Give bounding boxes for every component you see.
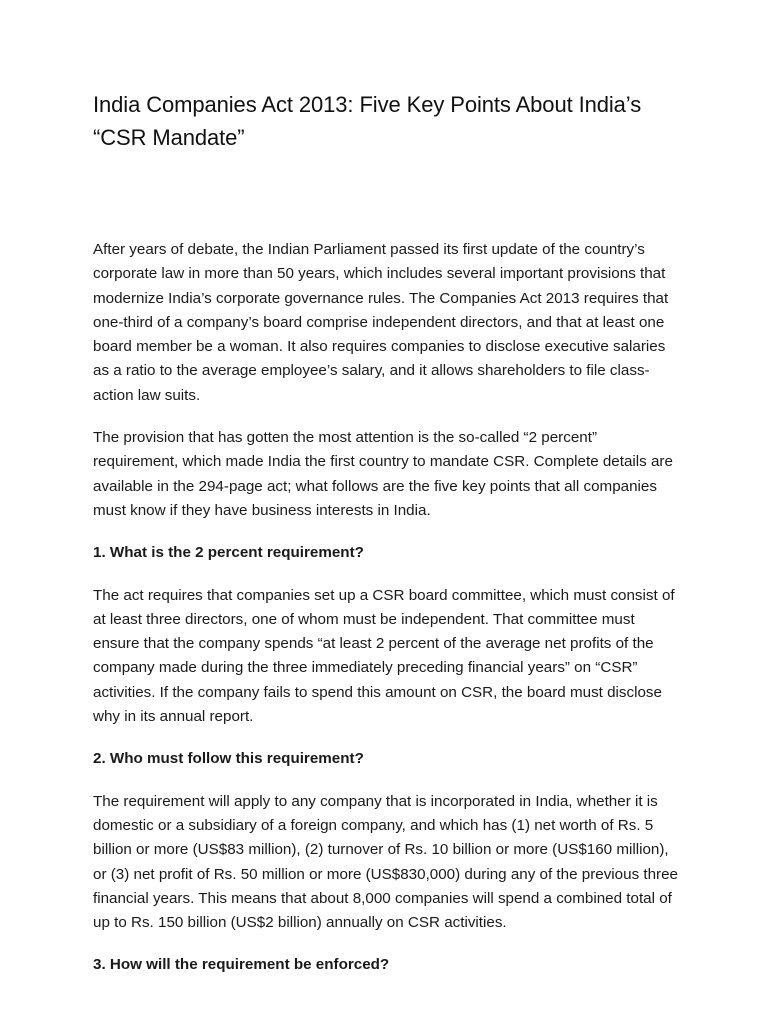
intro-paragraph-2: The provision that has gotten the most attention is the so-called “2 percent” requirement, which made India the first country to mandate CSR. Complete details are available in the 294-page act; what follows are the five key points that all companies must know if they have business interests in India. (93, 429, 673, 519)
document-title: India Companies Act 2013: Five Key Points About India’s “CSR Mandate” (93, 92, 642, 150)
section-2-heading: 2. Who must follow this requirement? (93, 750, 364, 768)
section-3-heading: 3. How will the requirement be enforced? (93, 956, 390, 974)
intro-paragraph-1: After years of debate, the Indian Parliament passed its first update of the country’s corporate law in more than 50 years, which includes several important provisions that modernize India’s corporate governance rules. The Companies Act 2013 requires that one-third of a company’s board comprise independent directors, and that at least one board member be a woman. It also requires companies to disclose executive salaries as a ratio to the average employee’s salary, and it allows shareholders to file class-action law suits. (93, 241, 669, 404)
section-1-text: The act requires that companies set up a CSR board committee, which must consist of at least three directors, one of whom must be independent. That committee must ensure that the company spends “at least 2 percent of the average net profits of the company made during the three immediately preceding financial years” on “CSR” activities. If the company fails to spend this amount on CSR, the board must disclose why in its annual report. (93, 586, 675, 726)
document-page (93, 88, 683, 996)
section-1-heading: 1. What is the 2 percent requirement? (93, 544, 364, 562)
section-2-text: The requirement will apply to any company that is incorporated in India, whether it is domestic or a subsidiary of a foreign company, and which has (1) net worth of Rs. 5 billion or more (US$83 million), (2) turnover of Rs. 10 billion or more (US$160 million), or (3) net profit of Rs. 50 million or more (US$830,000) during any of the previous three financial years. This means that about 8,000 companies will spend a combined total of up to Rs. 150 billion (US$2 billion) annually on CSR activities. (93, 792, 679, 932)
